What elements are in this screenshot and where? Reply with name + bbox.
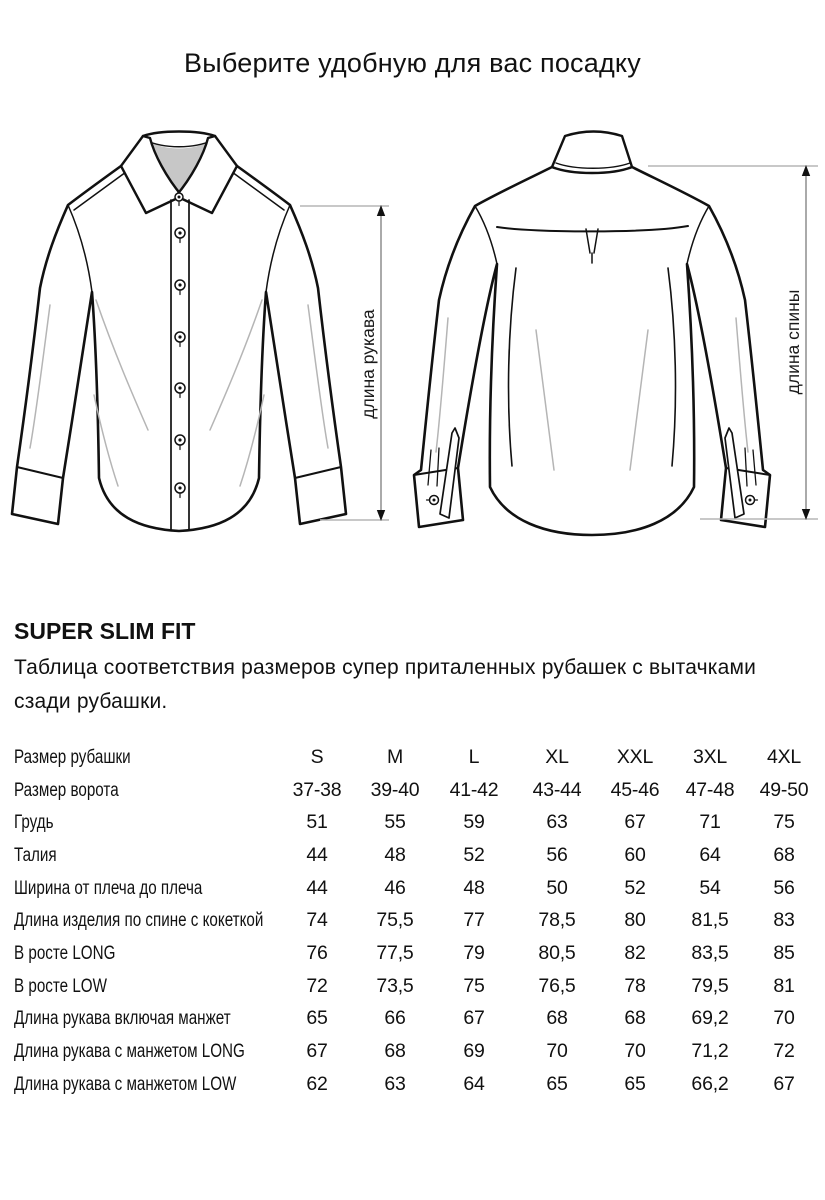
size-value-cell: 64 xyxy=(699,843,721,866)
table-row xyxy=(14,1068,818,1101)
row-label: Длина рукава с манжетом LONG xyxy=(14,1041,245,1063)
size-value-cell: 67 xyxy=(773,1072,795,1095)
row-label-cell xyxy=(14,806,278,839)
size-value-cell: 3XL xyxy=(692,745,728,768)
row-label-cell xyxy=(14,904,278,937)
table-row xyxy=(14,937,818,970)
size-value-cell: 65 xyxy=(624,1072,646,1095)
size-value-cell: 70 xyxy=(773,1007,795,1030)
table-row xyxy=(14,904,818,937)
size-value-cell: 4XL xyxy=(766,745,802,768)
row-label-cell xyxy=(14,1035,278,1068)
size-value-cell: 85 xyxy=(773,941,795,964)
size-value-cell: 68 xyxy=(546,1007,568,1030)
size-value-cell: 82 xyxy=(624,941,646,964)
table-row xyxy=(14,872,818,905)
size-value-cell: 44 xyxy=(306,843,328,866)
size-value-cell: 43-44 xyxy=(532,778,582,801)
size-value-cell: 78,5 xyxy=(538,909,576,932)
row-label: Длина рукава с манжетом LOW xyxy=(14,1073,237,1095)
size-value-cell: 68 xyxy=(624,1007,646,1030)
row-label: Длина изделия по спине с кокеткой xyxy=(14,910,264,932)
size-value-cell: 69,2 xyxy=(691,1007,729,1030)
size-value-cell: 55 xyxy=(384,811,406,834)
size-value-cell: 48 xyxy=(384,843,406,866)
size-value-cell: 79 xyxy=(463,941,485,964)
row-label: Длина рукава включая манжет xyxy=(14,1008,231,1030)
back-length-label: длина спины xyxy=(783,289,803,395)
back-collar-stand xyxy=(552,132,632,174)
fit-heading: SUPER SLIM FIT xyxy=(14,618,196,644)
front-body-outline xyxy=(12,157,346,531)
size-value-cell: 72 xyxy=(773,1040,795,1063)
size-value-cell: 70 xyxy=(546,1040,568,1063)
size-value-cell: 69 xyxy=(463,1040,485,1063)
row-label-cell xyxy=(14,937,278,970)
size-value-cell: 47-48 xyxy=(685,778,735,801)
table-row xyxy=(14,806,818,839)
row-label-cell xyxy=(14,774,278,807)
row-label: Ширина от плеча до плеча xyxy=(14,877,203,899)
size-value-cell: 70 xyxy=(624,1040,646,1063)
row-label: Размер рубашки xyxy=(14,746,131,768)
size-value-cell: 56 xyxy=(773,876,795,899)
row-label: В росте LOW xyxy=(14,975,107,997)
size-value-cell: 75,5 xyxy=(376,909,414,932)
size-value-cell: 75 xyxy=(773,811,795,834)
size-value-cell: 74 xyxy=(306,909,328,932)
table-row xyxy=(14,1035,818,1068)
size-value-cell: 77 xyxy=(463,909,485,932)
table-row xyxy=(14,1003,818,1036)
size-value-cell: 41-42 xyxy=(449,778,499,801)
size-value-cell: 68 xyxy=(773,843,795,866)
size-value-cell: 76 xyxy=(306,941,328,964)
size-value-cell: 79,5 xyxy=(691,974,729,997)
size-value-cell: 71 xyxy=(699,811,721,834)
size-value-cell: 59 xyxy=(463,811,485,834)
size-value-cell: 66,2 xyxy=(691,1072,729,1095)
size-value-cell: 81 xyxy=(773,974,795,997)
size-value-cell: 71,2 xyxy=(691,1040,729,1063)
table-row xyxy=(14,839,818,872)
table-row xyxy=(14,774,818,807)
size-value-cell: 46 xyxy=(384,876,406,899)
row-label-cell xyxy=(14,872,278,905)
size-value-cell: 63 xyxy=(546,811,568,834)
size-value-cell: 62 xyxy=(306,1072,328,1095)
size-value-cell: 67 xyxy=(306,1040,328,1063)
size-value-cell: 65 xyxy=(306,1007,328,1030)
page-title: Выберите удобную для вас посадку xyxy=(184,48,641,78)
size-table-body xyxy=(14,741,818,1101)
size-value-cell: 37-38 xyxy=(292,778,342,801)
size-value-cell: 44 xyxy=(306,876,328,899)
size-value-cell: 49-50 xyxy=(759,778,809,801)
size-table xyxy=(14,741,818,1101)
size-value-cell: 45-46 xyxy=(610,778,660,801)
size-value-cell: 48 xyxy=(463,876,485,899)
size-value-cell: 72 xyxy=(306,974,328,997)
row-label: Талия xyxy=(14,844,57,866)
shirt-front-drawing xyxy=(12,132,346,532)
shirt-diagrams xyxy=(0,100,825,570)
row-label: Размер ворота xyxy=(14,779,119,801)
fit-description-line-1: Таблица соответствия размеров супер приталенных рубашек с вытачками xyxy=(14,656,757,679)
size-value-cell: 80,5 xyxy=(538,941,576,964)
fit-description xyxy=(14,651,756,718)
size-value-cell: 56 xyxy=(546,843,568,866)
size-value-cell: 81,5 xyxy=(691,909,729,932)
row-label-cell xyxy=(14,839,278,872)
shirt-back-drawing xyxy=(414,132,770,536)
fit-description-line-2: сзади рубашки. xyxy=(14,689,168,713)
size-value-cell: 78 xyxy=(624,974,646,997)
row-label-cell xyxy=(14,1003,278,1036)
size-value-cell: 51 xyxy=(306,811,328,834)
table-row xyxy=(14,970,818,1003)
size-value-cell: 39-40 xyxy=(370,778,420,801)
row-label-cell xyxy=(14,1068,278,1101)
size-value-cell: 52 xyxy=(463,843,485,866)
size-value-cell: 66 xyxy=(384,1007,406,1030)
size-value-cell: 83 xyxy=(773,909,795,932)
size-value-cell: M xyxy=(386,745,404,768)
size-value-cell: 64 xyxy=(463,1072,485,1095)
back-body-outline xyxy=(414,167,770,535)
size-value-cell: XL xyxy=(545,745,569,768)
row-label-cell xyxy=(14,741,278,774)
sleeve-length-label: длина рукава xyxy=(358,309,378,419)
size-value-cell: 75 xyxy=(463,974,485,997)
row-label-cell xyxy=(14,970,278,1003)
size-value-cell: XXL xyxy=(616,745,654,768)
size-value-cell: 68 xyxy=(384,1040,406,1063)
size-value-cell: 76,5 xyxy=(538,974,576,997)
size-value-cell: 80 xyxy=(624,909,646,932)
size-value-cell: 73,5 xyxy=(376,974,414,997)
size-value-cell: 63 xyxy=(384,1072,406,1095)
size-value-cell: 52 xyxy=(624,876,646,899)
size-value-cell: L xyxy=(468,745,480,768)
size-value-cell: 77,5 xyxy=(376,941,414,964)
size-value-cell: 60 xyxy=(624,843,646,866)
table-row xyxy=(14,741,818,774)
size-value-cell: 67 xyxy=(624,811,646,834)
row-label: Грудь xyxy=(14,812,54,834)
size-value-cell: 83,5 xyxy=(691,941,729,964)
size-value-cell: 50 xyxy=(546,876,568,899)
size-value-cell: 67 xyxy=(463,1007,485,1030)
size-value-cell: S xyxy=(310,745,324,768)
row-label: В росте LONG xyxy=(14,942,116,964)
size-value-cell: 65 xyxy=(546,1072,568,1095)
size-value-cell: 54 xyxy=(699,876,721,899)
